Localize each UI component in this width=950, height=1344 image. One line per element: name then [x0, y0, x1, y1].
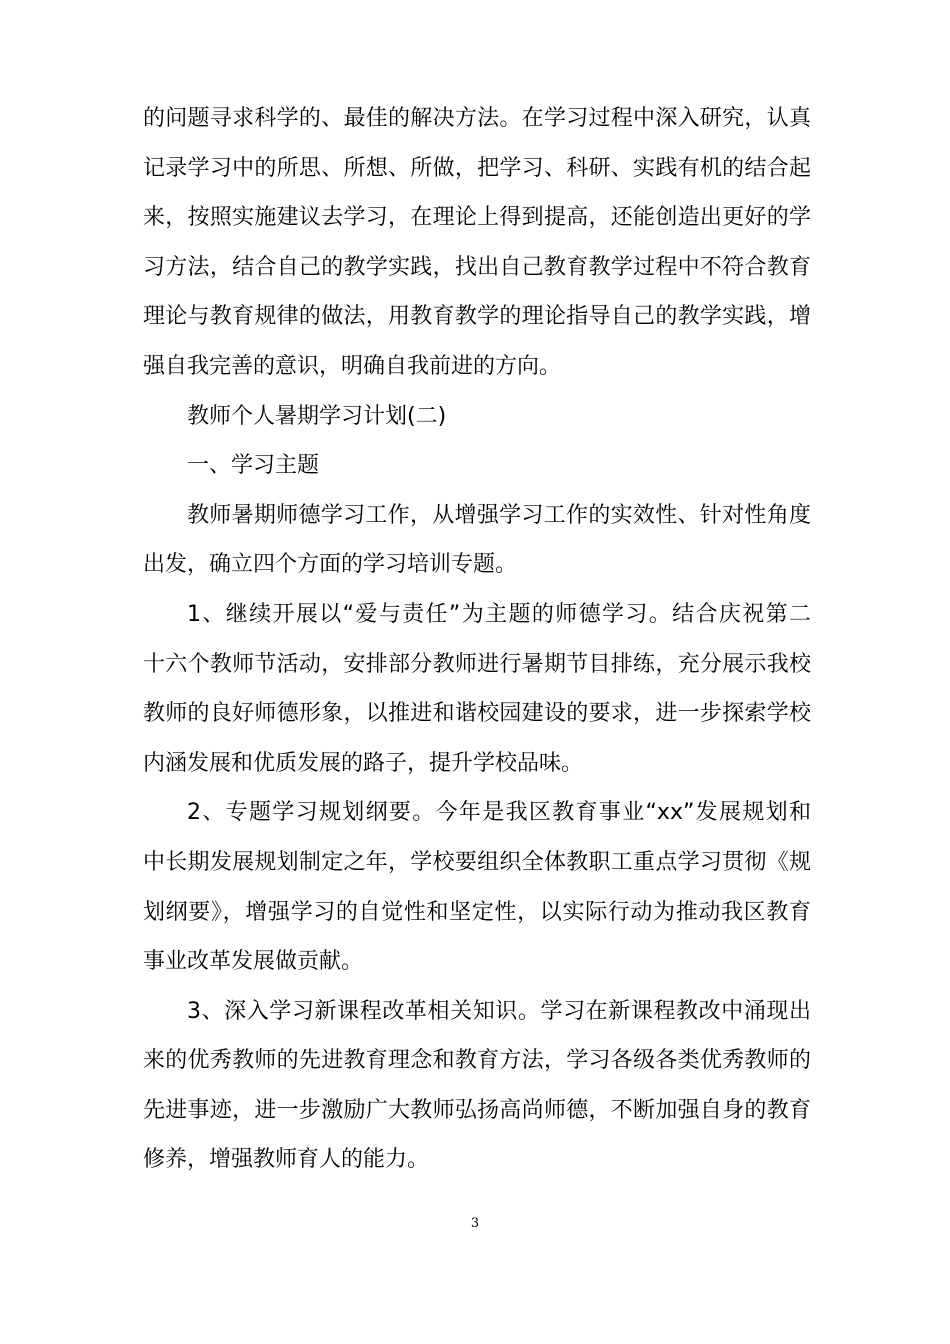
paragraph	[143, 987, 811, 1185]
text-line: 理论与教育规律的做法，用教育教学的理论指导自己的教学实践，增	[143, 304, 811, 330]
text-line: 来的优秀教师的先进教育理念和教育方法，学习各级各类优秀教师的	[143, 1048, 811, 1074]
text-line: 中长期发展规划制定之年，学校要组织全体教职工重点学习贯彻《规	[143, 849, 811, 875]
paragraph	[143, 491, 811, 590]
text-line: 内涵发展和优质发展的路子，提升学校品味。	[143, 750, 584, 776]
text-line: 1、继续开展以“爱与责任”为主题的师德学习。结合庆祝第二	[187, 601, 811, 627]
text-line: 3、深入学习新课程改革相关知识。学习在新课程教改中涌现出	[187, 998, 811, 1024]
document-body	[143, 94, 811, 1185]
text-line: 事业改革发展做贡献。	[143, 949, 364, 975]
text-line: 习方法，结合自己的教学实践，找出自己教育教学过程中不符合教育	[143, 254, 811, 280]
paragraph	[143, 590, 811, 788]
text-line: 强自我完善的意识，明确自我前进的方向。	[143, 353, 562, 379]
text-line: 修养，增强教师育人的能力。	[143, 1147, 430, 1173]
text-line: 教师的良好师德形象，以推进和谐校园建设的要求，进一步探索学校	[143, 701, 811, 727]
page-number: 3	[470, 1216, 480, 1231]
text-line: 教师暑期师德学习工作，从增强学习工作的实效性、针对性角度	[187, 502, 811, 528]
text-line: 一、学习主题	[187, 453, 320, 479]
paragraph	[143, 392, 811, 442]
paragraph	[143, 94, 811, 392]
text-line: 教师个人暑期学习计划(二)	[187, 403, 447, 429]
text-line: 2、专题学习规划纲要。今年是我区教育事业“xx”发展规划和	[187, 800, 811, 826]
text-line: 先进事迹，进一步激励广大教师弘扬高尚师德，不断加强自身的教育	[143, 1097, 811, 1123]
text-line: 记录学习中的所思、所想、所做，把学习、科研、实践有机的结合起	[143, 155, 811, 181]
text-line: 的问题寻求科学的、最佳的解决方法。在学习过程中深入研究，认真	[143, 106, 811, 131]
text-line: 划纲要》，增强学习的自觉性和坚定性，以实际行动为推动我区教育	[143, 899, 811, 925]
text-line: 十六个教师节活动，安排部分教师进行暑期节目排练，充分展示我校	[143, 651, 811, 677]
paragraph	[143, 441, 811, 491]
text-line: 来，按照实施建议去学习，在理论上得到提高，还能创造出更好的学	[143, 205, 811, 231]
paragraph	[143, 788, 811, 986]
text-line: 出发，确立四个方面的学习培训专题。	[143, 552, 518, 578]
